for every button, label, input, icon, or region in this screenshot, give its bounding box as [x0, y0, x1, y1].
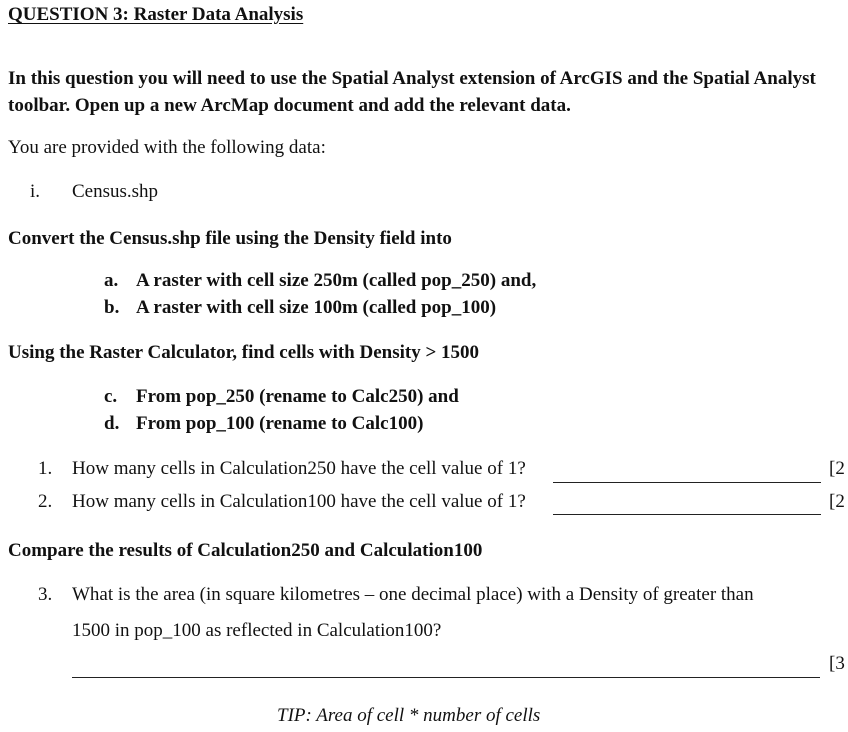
question-text: How many cells in Calculation100 have the cell value of 1?	[72, 491, 526, 512]
tip-text: TIP: Area of cell * number of cells	[277, 705, 541, 726]
convert-heading: Convert the Census.shp file using the Density field into	[8, 228, 452, 249]
question-marks: [2	[829, 458, 845, 479]
data-list-item: Census.shp	[72, 181, 159, 202]
answer-blank[interactable]	[72, 677, 820, 678]
question-text: How many cells in Calculation250 have the cell value of 1?	[72, 458, 526, 479]
data-list-marker: i.	[30, 181, 41, 202]
compare-heading: Compare the results of Calculation250 and Calculation100	[8, 540, 483, 561]
convert-item-marker: a.	[104, 270, 119, 291]
question-marker: 2.	[38, 491, 53, 512]
calculator-item-marker: d.	[104, 413, 120, 434]
calculator-item-marker: c.	[104, 386, 118, 407]
provided-data-text: You are provided with the following data:	[8, 137, 326, 158]
convert-item: A raster with cell size 250m (called pop_250) and,	[136, 270, 537, 291]
convert-item-marker: b.	[104, 297, 120, 318]
answer-blank[interactable]	[553, 482, 821, 483]
intro-instructions: In this question you will need to use the Spatial Analyst extension of ArcGIS and the Spatial Analyst toolbar. Open up a new ArcMap document and add the relevant data.	[8, 68, 816, 116]
convert-item: A raster with cell size 100m (called pop_100)	[136, 297, 497, 318]
question-text-continued: 1500 in pop_100 as reflected in Calculation100?	[72, 620, 442, 641]
answer-blank[interactable]	[553, 514, 821, 515]
question-marker: 1.	[38, 458, 53, 479]
calculator-heading: Using the Raster Calculator, find cells with Density > 1500	[8, 342, 480, 363]
question-marks: [2	[829, 491, 845, 512]
calculator-item: From pop_100 (rename to Calc100)	[136, 413, 424, 434]
question-marks: [3	[829, 653, 845, 674]
page-title: QUESTION 3: Raster Data Analysis	[8, 4, 304, 25]
question-text: What is the area (in square kilometres – one decimal place) with a Density of greater than	[72, 584, 754, 605]
calculator-item: From pop_250 (rename to Calc250) and	[136, 386, 459, 407]
question-marker: 3.	[38, 584, 53, 605]
